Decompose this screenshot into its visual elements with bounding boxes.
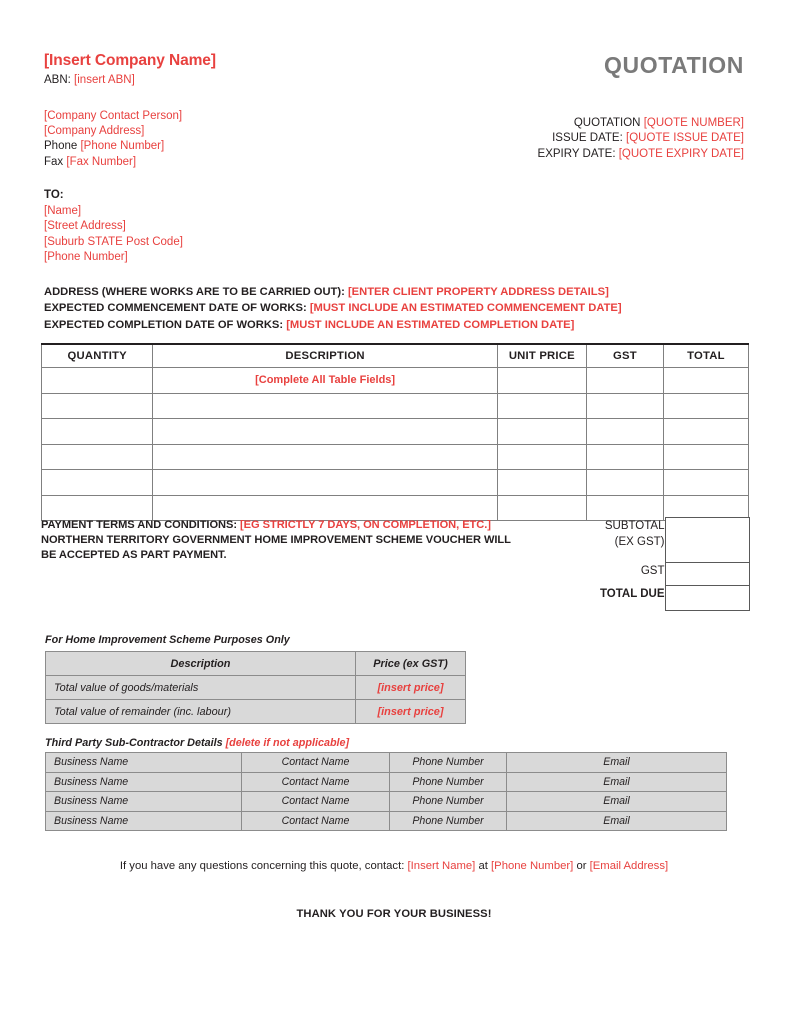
company-contact-person: [Company Contact Person]	[44, 110, 183, 122]
col-unit-price: UNIT PRICE	[497, 344, 586, 368]
sub-email[interactable]: Email	[507, 811, 727, 831]
page-title: QUOTATION	[604, 52, 744, 78]
recipient-block	[44, 188, 183, 265]
subtotal-label-line2: (EX GST)	[614, 535, 665, 548]
his-row-price[interactable]: [insert price]	[356, 700, 466, 724]
works-completion-line	[44, 317, 622, 333]
footer-at-word: at	[478, 860, 488, 872]
footer-contact-email: [Email Address]	[589, 860, 669, 872]
sub-business-name[interactable]: Business Name	[46, 753, 242, 773]
cell-quantity[interactable]	[42, 393, 153, 419]
quote-number-label: QUOTATION	[573, 117, 641, 129]
quote-expiry-date-line	[444, 147, 744, 162]
sub-contact-name[interactable]: Contact Name	[242, 811, 390, 831]
total-due-value[interactable]	[665, 586, 749, 611]
subtotal-label-line1: SUBTOTAL	[604, 519, 665, 532]
works-commencement-line	[44, 300, 622, 316]
cell-unit-price[interactable]	[497, 444, 586, 470]
works-completion-value: [MUST INCLUDE AN ESTIMATED COMPLETION DATE]	[286, 318, 575, 331]
sub-contact-name[interactable]: Contact Name	[242, 753, 390, 773]
sub-contact-name[interactable]: Contact Name	[242, 792, 390, 812]
footer-contact-name: [Insert Name]	[407, 860, 476, 872]
footer-contact-phone: [Phone Number]	[491, 860, 574, 872]
company-phone-label: Phone	[44, 140, 78, 153]
table-row	[42, 368, 749, 394]
quote-issue-date-line	[444, 131, 744, 146]
cell-quantity[interactable]	[42, 444, 153, 470]
gst-value[interactable]	[665, 563, 749, 586]
col-total: TOTAL	[663, 344, 748, 368]
company-phone-line	[44, 139, 404, 154]
subcontractor-table-caption	[45, 737, 349, 749]
cell-description[interactable]	[153, 470, 497, 496]
company-details-block	[44, 52, 404, 170]
recipient-to-label: TO:	[44, 189, 64, 201]
sub-email[interactable]: Email	[507, 753, 727, 773]
abn-value: [insert ABN]	[74, 74, 135, 86]
sub-email[interactable]: Email	[507, 772, 727, 792]
quote-number-value: [QUOTE NUMBER]	[643, 117, 744, 129]
voucher-line-1: NORTHERN TERRITORY GOVERNMENT HOME IMPROVEMENT SCHEME VOUCHER WILL	[41, 533, 511, 546]
cell-unit-price[interactable]	[497, 368, 586, 394]
cell-description[interactable]	[153, 444, 497, 470]
sub-contact-name[interactable]: Contact Name	[242, 772, 390, 792]
company-fax-label: Fax	[44, 155, 64, 168]
works-details-block	[44, 284, 622, 333]
table-row	[42, 444, 749, 470]
subcontractor-caption-note: [delete if not applicable]	[225, 737, 350, 749]
company-fax-value: [Fax Number]	[66, 155, 137, 168]
table-row	[46, 753, 727, 773]
his-row-description: Total value of goods/materials	[46, 676, 356, 700]
his-row-price[interactable]: [insert price]	[356, 676, 466, 700]
sub-phone-number[interactable]: Phone Number	[390, 811, 507, 831]
payment-terms-value: [EG STRICTLY 7 DAYS, ON COMPLETION, ETC.]	[240, 518, 491, 531]
table-row	[42, 470, 749, 496]
quote-line-items-table	[41, 343, 749, 521]
quote-table-body	[42, 368, 749, 521]
subtotal-row	[41, 518, 749, 563]
cell-total[interactable]	[663, 393, 748, 419]
table-row	[46, 792, 727, 812]
home-improvement-scheme-table	[45, 651, 466, 724]
works-completion-label: EXPECTED COMPLETION DATE OF WORKS:	[44, 318, 284, 331]
recipient-phone: [Phone Number]	[44, 250, 128, 263]
his-header-row	[46, 652, 466, 676]
table-row	[46, 676, 466, 700]
cell-quantity[interactable]	[42, 368, 153, 394]
cell-total[interactable]	[663, 470, 748, 496]
cell-unit-price[interactable]	[497, 419, 586, 445]
works-commencement-label: EXPECTED COMMENCEMENT DATE OF WORKS:	[44, 302, 307, 315]
subtotal-label	[579, 518, 665, 563]
company-contact-block	[44, 109, 404, 170]
payment-terms-line	[41, 518, 579, 533]
quote-issue-date-label: ISSUE DATE:	[552, 132, 623, 145]
works-commencement-value: [MUST INCLUDE AN ESTIMATED COMMENCEMENT DATE]	[309, 302, 622, 315]
cell-unit-price[interactable]	[497, 470, 586, 496]
footer-contact-line	[0, 858, 788, 874]
payment-terms-label: PAYMENT TERMS AND CONDITIONS:	[41, 518, 237, 531]
table-row	[46, 811, 727, 831]
total-due-label: TOTAL DUE	[599, 587, 665, 600]
table-row	[46, 700, 466, 724]
col-gst: GST	[586, 344, 663, 368]
works-address-value: [ENTER CLIENT PROPERTY ADDRESS DETAILS]	[347, 286, 609, 298]
sub-email[interactable]: Email	[507, 792, 727, 812]
subcontractor-details-table	[45, 752, 727, 831]
col-description: DESCRIPTION	[153, 344, 497, 368]
table-row	[42, 419, 749, 445]
abn-label: ABN:	[44, 74, 71, 86]
quote-table-header-row	[42, 344, 749, 368]
cell-gst[interactable]	[586, 393, 663, 419]
cell-gst[interactable]	[586, 368, 663, 394]
his-table-caption: For Home Improvement Scheme Purposes Only	[45, 634, 290, 646]
footer-thank-you: THANK YOU FOR YOUR BUSINESS!	[296, 908, 492, 920]
table-row	[42, 393, 749, 419]
quote-meta-list	[444, 116, 744, 162]
cell-total[interactable]	[663, 419, 748, 445]
sub-business-name[interactable]: Business Name	[46, 792, 242, 812]
cell-description[interactable]	[153, 419, 497, 445]
company-address: [Company Address]	[44, 125, 145, 138]
his-col-price: Price (ex GST)	[356, 652, 466, 676]
subtotal-value[interactable]	[665, 518, 749, 563]
recipient-street-address: [Street Address]	[44, 220, 126, 233]
company-name: [Insert Company Name]	[44, 52, 216, 69]
sub-phone-number[interactable]: Phone Number	[390, 753, 507, 773]
cell-gst[interactable]	[586, 470, 663, 496]
cell-description[interactable]	[153, 393, 497, 419]
cell-unit-price[interactable]	[497, 393, 586, 419]
document-header	[44, 52, 744, 170]
recipient-name: [Name]	[44, 205, 82, 218]
his-col-description: Description	[46, 652, 356, 676]
recipient-suburb-state-postcode: [Suburb STATE Post Code]	[44, 235, 183, 248]
quotation-meta-block	[444, 52, 744, 162]
subcontractor-caption-text: Third Party Sub-Contractor Details	[45, 737, 223, 749]
his-row-description: Total value of remainder (inc. labour)	[46, 700, 356, 724]
cell-gst[interactable]	[586, 444, 663, 470]
company-phone-value: [Phone Number]	[80, 140, 165, 153]
cell-total[interactable]	[663, 444, 748, 470]
quote-expiry-date-label: EXPIRY DATE:	[537, 147, 616, 160]
abn-line	[44, 73, 404, 88]
cell-quantity[interactable]	[42, 419, 153, 445]
cell-description[interactable]: [Complete All Table Fields]	[153, 368, 497, 394]
cell-quantity[interactable]	[42, 470, 153, 496]
table-row	[46, 772, 727, 792]
footer-questions-prefix: If you have any questions concerning this quote, contact:	[119, 860, 405, 872]
quote-expiry-date-value: [QUOTE EXPIRY DATE]	[618, 147, 744, 160]
gst-label: GST	[640, 564, 665, 577]
company-fax-line	[44, 155, 404, 170]
col-quantity: QUANTITY	[42, 344, 153, 368]
works-address-label: ADDRESS (WHERE WORKS ARE TO BE CARRIED OUT):	[44, 286, 345, 298]
sub-phone-number[interactable]: Phone Number	[390, 792, 507, 812]
works-address-line	[44, 284, 622, 300]
sub-business-name[interactable]: Business Name	[46, 811, 242, 831]
cell-total[interactable]	[663, 368, 748, 394]
sub-phone-number[interactable]: Phone Number	[390, 772, 507, 792]
quote-issue-date-value: [QUOTE ISSUE DATE]	[626, 132, 744, 145]
voucher-line-2: BE ACCEPTED AS PART PAYMENT.	[41, 549, 227, 562]
sub-business-name[interactable]: Business Name	[46, 772, 242, 792]
payment-terms-and-totals	[41, 517, 750, 611]
footer-or-word: or	[576, 860, 587, 872]
payment-terms-cell	[41, 518, 579, 611]
quote-number-line	[444, 116, 744, 131]
cell-gst[interactable]	[586, 419, 663, 445]
